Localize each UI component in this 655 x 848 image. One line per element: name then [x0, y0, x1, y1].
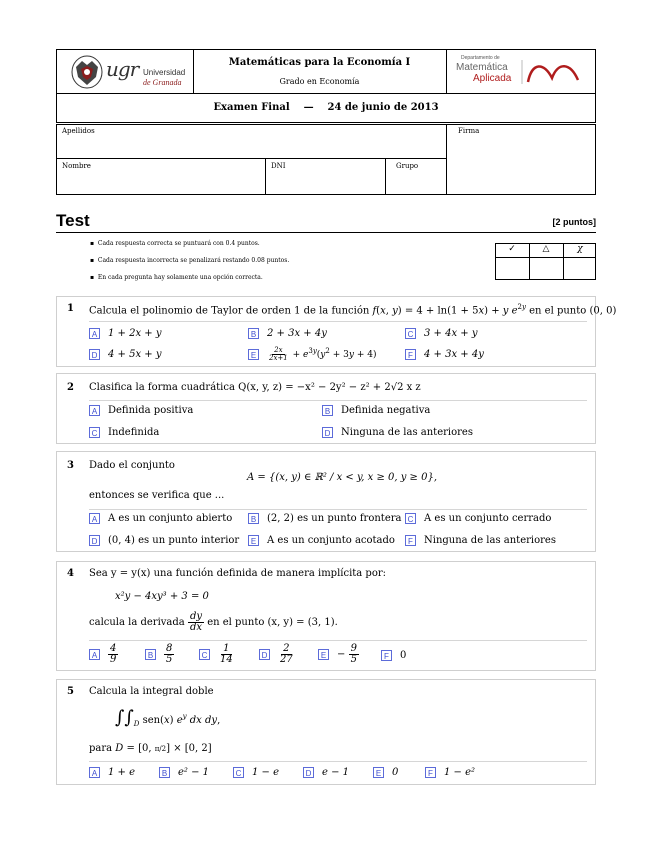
question-4 — [56, 561, 596, 671]
option-d[interactable]: D (0, 4) es un punto interior — [89, 535, 239, 546]
option-f[interactable]: F 1 − e² — [425, 767, 475, 778]
question-text-2: para D = [0, π/2] × [0, 2] — [89, 743, 212, 754]
option-b[interactable]: B 2 + 3x + 4y — [248, 328, 327, 339]
option-letter[interactable]: B — [248, 328, 259, 339]
option-letter[interactable]: A — [89, 405, 100, 416]
question-text: Sea y = y(x) una función definida de manera implícita por: — [89, 568, 387, 579]
option-letter[interactable]: E — [373, 767, 384, 778]
option-letter[interactable]: B — [145, 649, 156, 660]
option-letter[interactable]: E — [248, 349, 259, 360]
tally-cell-wrong[interactable] — [564, 258, 596, 279]
university-line1: Universidad — [143, 68, 186, 77]
exam-dash: — — [303, 102, 314, 113]
nombre-field[interactable]: Nombre — [62, 162, 91, 170]
option-c[interactable]: C $\frac{1}{14}$ — [199, 644, 235, 665]
question-number: 5 — [67, 686, 74, 697]
implicit-formula: x²y − 4xy³ + 3 = 0 — [115, 591, 209, 602]
fields-divider-v-dni — [265, 158, 266, 195]
option-letter[interactable]: A — [89, 649, 100, 660]
exam-date: 24 de junio de 2013 — [327, 102, 439, 113]
option-b[interactable]: B $\frac{8}{5}$ — [145, 644, 174, 665]
separator — [89, 321, 587, 322]
option-f[interactable]: F Ninguna de las anteriores — [405, 535, 556, 546]
question-text-2: calcula la derivada $\frac{dy}{dx}$ en el punto (x, y) = (3, 1). — [89, 611, 338, 633]
header-divider-v2 — [446, 49, 447, 94]
question-2 — [56, 373, 596, 444]
dept-line2: Aplicada — [473, 73, 512, 84]
option-e[interactable]: E 0 — [373, 767, 398, 778]
exam-line — [56, 102, 596, 113]
test-title: Test — [56, 211, 90, 230]
question-text-2: entonces se verifica que ... — [89, 490, 225, 501]
separator — [89, 640, 587, 641]
option-a[interactable]: A A es un conjunto abierto — [89, 513, 232, 524]
question-text: Clasifica la forma cuadrática Q(x, y, z) = −x² − 2y² − z² + 2√2 x z — [89, 382, 421, 393]
option-letter[interactable]: F — [405, 535, 416, 546]
question-3 — [56, 451, 596, 552]
option-letter[interactable]: C — [199, 649, 210, 660]
option-letter[interactable]: A — [89, 767, 100, 778]
ugr-logo-text: ugr — [106, 57, 139, 81]
option-letter[interactable]: D — [259, 649, 270, 660]
option-e[interactable] — [248, 347, 376, 362]
rule-1: ▪ Cada respuesta correcta se puntuará con 0.4 puntos. — [90, 240, 260, 247]
grupo-field[interactable]: Grupo — [396, 162, 419, 170]
set-formula: A = {(x, y) ∈ ℝ² / x < y, x ≥ 0, y ≥ 0}, — [247, 472, 438, 483]
option-d[interactable]: D 4 + 5x + y — [89, 349, 162, 360]
dept-small: Departamento de — [461, 55, 500, 61]
option-e[interactable]: E A es un conjunto acotado — [248, 535, 395, 546]
option-letter[interactable]: F — [381, 650, 392, 661]
option-a[interactable]: A 1 + 2x + y — [89, 328, 162, 339]
option-a[interactable]: A $\frac{4}{9}$ — [89, 644, 118, 665]
firma-field[interactable]: Firma — [458, 127, 480, 135]
student-fields-box — [56, 124, 596, 195]
option-a[interactable]: A 1 + e — [89, 767, 135, 778]
option-letter[interactable]: E — [318, 649, 329, 660]
option-letter[interactable]: E — [248, 535, 259, 546]
option-f[interactable]: F 0 — [381, 650, 406, 661]
rule-2: ▪ Cada respuesta incorrecta se penalizará restando 0.08 puntos. — [90, 257, 290, 264]
option-letter[interactable]: A — [89, 513, 100, 524]
option-b[interactable]: B e² − 1 — [159, 767, 209, 778]
tally-wrong-icon: χ — [577, 244, 583, 254]
option-c[interactable]: C 3 + 4x + y — [405, 328, 478, 339]
fields-divider-v-grupo — [385, 158, 386, 195]
option-letter[interactable]: F — [405, 349, 416, 360]
separator — [89, 400, 587, 401]
ugr-crest-icon — [70, 55, 104, 93]
rule-3: ▪ En cada pregunta hay solamente una opción correcta. — [90, 274, 263, 281]
question-text: Calcula el polinomio de Taylor de orden 1 de la función f(x, y) = 4 + ln(1 + 5x) + y $e^{2y}$ en el punto (0, 0) — [89, 303, 617, 317]
dni-field[interactable]: DNI — [271, 162, 286, 170]
option-letter[interactable]: B — [322, 405, 333, 416]
fields-divider-h — [56, 158, 447, 159]
option-d[interactable]: D $\frac{2}{27}$ — [259, 644, 295, 665]
integral-formula: $\int\int_D$ sen(x) $e^y$ dx dy, — [115, 707, 221, 728]
option-c[interactable]: C A es un conjunto cerrado — [405, 513, 551, 524]
question-number: 2 — [67, 382, 74, 393]
tally-cell-correct[interactable] — [496, 258, 529, 279]
derivative-fraction: $\frac{dy}{dx}$ — [189, 611, 203, 633]
question-number: 4 — [67, 568, 74, 579]
question-number: 3 — [67, 460, 74, 471]
question-5 — [56, 679, 596, 785]
option-b[interactable]: B (2, 2) es un punto frontera — [248, 513, 401, 524]
degree-name: Grado en Economía — [279, 77, 360, 86]
question-text: Dado el conjunto — [89, 460, 175, 471]
header-divider-v1 — [193, 49, 194, 94]
option-letter[interactable]: B — [248, 513, 259, 524]
test-points: [2 puntos] — [552, 217, 596, 227]
fields-divider-v-firma — [446, 124, 447, 195]
question-1 — [56, 296, 617, 367]
header-divider-h — [56, 93, 596, 94]
course-title: Matemáticas para la Economía I — [228, 57, 411, 68]
option-letter[interactable]: F — [425, 767, 436, 778]
option-letter[interactable]: C — [233, 767, 244, 778]
option-letter[interactable]: B — [159, 767, 170, 778]
option-letter[interactable]: C — [405, 513, 416, 524]
option-letter[interactable]: D — [89, 349, 100, 360]
option-letter[interactable]: D — [89, 535, 100, 546]
separator — [89, 509, 587, 510]
question-number: 1 — [67, 303, 74, 314]
tally-correct-icon: ✓ — [508, 244, 516, 254]
dept-line1: Matemática — [456, 62, 508, 73]
apellidos-field[interactable]: Apellidos — [62, 127, 95, 135]
option-letter[interactable]: D — [322, 427, 333, 438]
option-e-text: $\frac{2x}{2x+1}$ + $e^{3y}(y^2 + 3y + 4)$ — [269, 346, 377, 362]
tally-cell-blank[interactable] — [530, 258, 563, 279]
option-f[interactable]: F 4 + 3x + 4y — [405, 349, 484, 360]
exam-title: Examen Final — [213, 102, 290, 113]
option-d[interactable]: D Ninguna de las anteriores — [322, 427, 473, 438]
tally-blank-icon: △ — [542, 244, 550, 254]
test-rule-line — [56, 232, 596, 233]
option-d[interactable]: D e − 1 — [303, 767, 349, 778]
dept-wave-icon — [520, 58, 582, 90]
option-c[interactable]: C Indefinida — [89, 427, 159, 438]
option-a[interactable]: A Definida positiva — [89, 405, 193, 416]
option-letter[interactable]: C — [89, 427, 100, 438]
separator — [89, 761, 587, 762]
option-e[interactable]: E − $\frac{9}{5}$ — [318, 644, 359, 665]
option-c[interactable]: C 1 − e — [233, 767, 279, 778]
option-letter[interactable]: D — [303, 767, 314, 778]
question-text: Calcula la integral doble — [89, 686, 214, 697]
university-line2: de Granada — [143, 78, 182, 87]
option-letter[interactable]: C — [405, 328, 416, 339]
option-letter[interactable]: A — [89, 328, 100, 339]
option-b[interactable]: B Definida negativa — [322, 405, 430, 416]
